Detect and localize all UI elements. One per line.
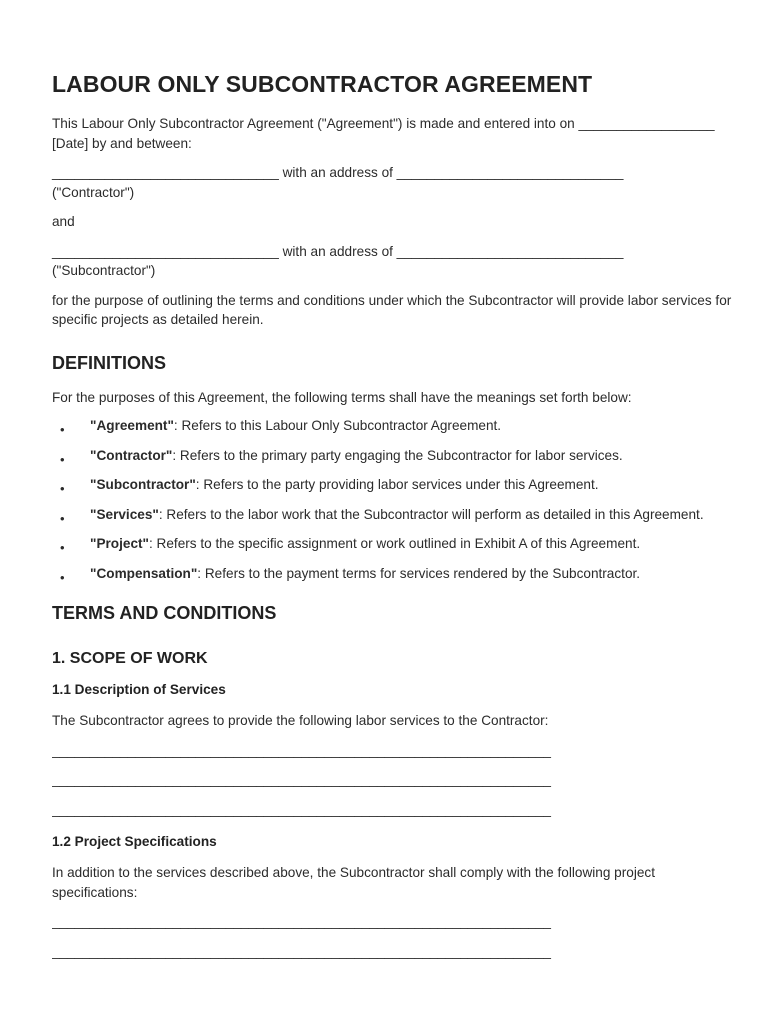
definition-text: : Refers to the payment terms for services rendered by the Subcontractor. <box>197 565 641 581</box>
terms-heading: TERMS AND CONDITIONS <box>52 603 277 623</box>
purpose-paragraph: for the purpose of outlining the terms and conditions under which the Subcontractor will provide labor services for specific projects as detailed herein. <box>52 292 732 327</box>
definition-term: "Subcontractor" <box>90 477 196 492</box>
definition-term: "Project" <box>90 536 149 551</box>
blank-line[interactable]: __________________________________________________________________ <box>52 943 551 959</box>
specifications-heading: 1.2 Project Specifications <box>52 834 217 849</box>
definition-text: : Refers to the party providing labor services under this Agreement. <box>195 477 599 492</box>
blank-line[interactable]: __________________________________________________________________ <box>52 914 551 929</box>
document-page <box>52 70 732 961</box>
subcontractor-label: ("Subcontractor") <box>52 263 156 278</box>
specifications-text: In addition to the services described above, the Subcontractor shall comply with the following project specifications: <box>52 865 655 900</box>
definitions-intro: For the purposes of this Agreement, the following terms shall have the meanings set forth below: <box>52 389 632 405</box>
definition-text: : Refers to this Labour Only Subcontractor Agreement. <box>173 418 502 433</box>
description-heading: 1.1 Description of Services <box>52 682 226 697</box>
definition-text: : Refers to the primary party engaging the Subcontractor for labor services. <box>172 447 623 463</box>
definition-item <box>52 564 732 584</box>
bullet-icon: • <box>60 481 65 496</box>
definition-term: "Contractor" <box>90 447 173 463</box>
definition-item <box>52 505 732 525</box>
definition-text: : Refers to the labor work that the Subcontractor will perform as detailed in this Agreement. <box>158 506 704 522</box>
document-title: LABOUR ONLY SUBCONTRACTOR AGREEMENT <box>52 71 593 97</box>
and-text: and <box>52 214 75 229</box>
definition-item <box>52 475 732 495</box>
bullet-icon: • <box>60 540 65 555</box>
bullet-icon: • <box>60 451 65 467</box>
definition-term: "Compensation" <box>90 565 198 581</box>
definition-item <box>52 416 732 436</box>
scope-heading: 1. SCOPE OF WORK <box>52 650 208 667</box>
bullet-icon: • <box>60 422 65 437</box>
definition-text: : Refers to the specific assignment or work outlined in Exhibit A of this Agreement. <box>148 536 641 551</box>
contractor-label: ("Contractor") <box>52 184 135 200</box>
blank-line[interactable]: __________________________________________________________________ <box>52 772 551 787</box>
definition-term: "Agreement" <box>90 418 174 433</box>
definition-item <box>52 534 732 554</box>
bullet-icon: • <box>60 569 65 585</box>
blank-line[interactable]: __________________________________________________________________ <box>52 742 551 758</box>
definition-item <box>52 446 732 466</box>
intro-paragraph: This Labour Only Subcontractor Agreement ("Agreement") is made and entered into on __________________ [Date] by and between: <box>52 116 715 151</box>
contractor-line: ______________________________ with an address of ______________________________ <box>52 165 624 180</box>
description-text: The Subcontractor agrees to provide the following labor services to the Contractor: <box>52 713 549 728</box>
definition-term: "Services" <box>90 506 159 522</box>
definitions-heading: DEFINITIONS <box>52 352 167 373</box>
blank-line[interactable]: __________________________________________________________________ <box>52 801 551 817</box>
subcontractor-line: ______________________________ with an address of ______________________________ <box>52 243 624 259</box>
definitions-list <box>52 416 732 583</box>
bullet-icon: • <box>60 510 65 526</box>
